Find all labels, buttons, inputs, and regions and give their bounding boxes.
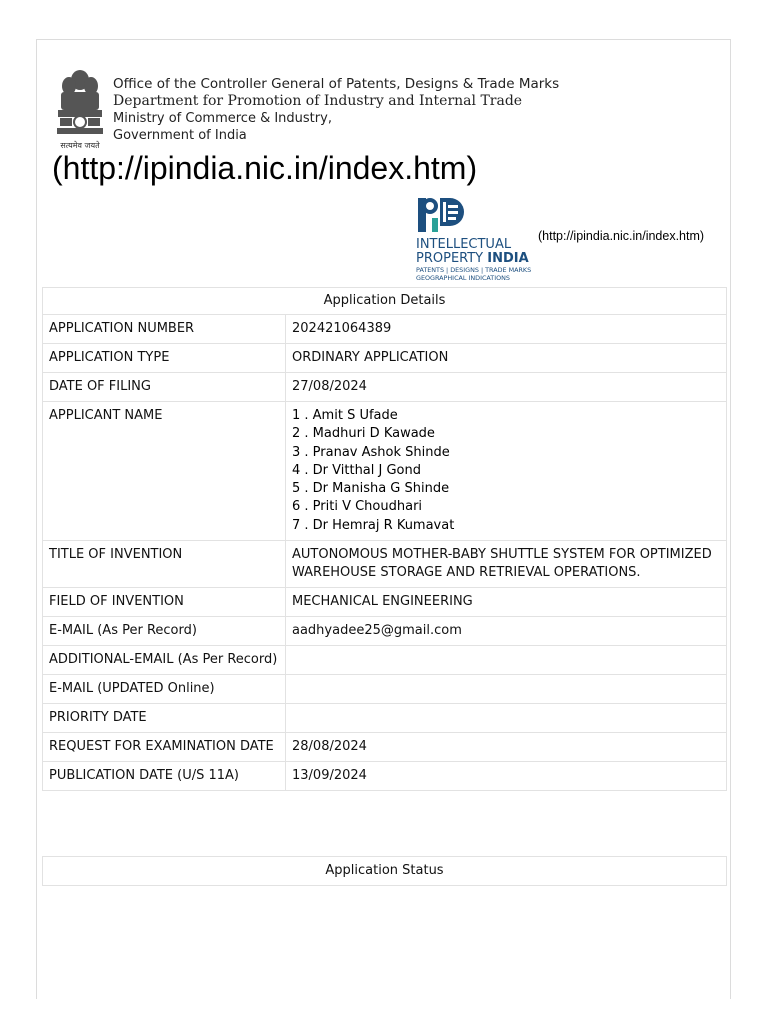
email-value: aadhyadee25@gmail.com bbox=[286, 617, 727, 646]
exam-request-date-label: REQUEST FOR EXAMINATION DATE bbox=[43, 733, 286, 762]
header-office-name: Office of the Controller General of Patents, Designs & Trade Marks bbox=[113, 76, 560, 92]
logo-line4: GEOGRAPHICAL INDICATIONS bbox=[416, 274, 510, 282]
application-type-label: APPLICATION TYPE bbox=[43, 344, 286, 373]
email-updated-label: E-MAIL (UPDATED Online) bbox=[43, 675, 286, 704]
table-row bbox=[43, 344, 727, 373]
emblem-motto: सत्यमेव जयते bbox=[60, 141, 100, 150]
table-row bbox=[43, 402, 727, 541]
ipindia-home-link[interactable]: (http://ipindia.nic.in/index.htm) bbox=[52, 150, 478, 186]
logo-line2a: PROPERTY bbox=[416, 251, 484, 266]
applicant-item: 4 . Dr Vitthal J Gond bbox=[292, 462, 422, 478]
applicant-item: 3 . Pranav Ashok Shinde bbox=[292, 444, 450, 460]
publication-date-value: 13/09/2024 bbox=[286, 762, 727, 791]
ipindia-logo-link[interactable]: (http://ipindia.nic.in/index.htm) bbox=[538, 229, 705, 243]
svg-text:PROPERTY INDIA bbox=[416, 251, 529, 266]
table-row bbox=[43, 373, 727, 402]
application-status-table bbox=[42, 856, 727, 886]
exam-request-date-value: 28/08/2024 bbox=[286, 733, 727, 762]
ip-india-logo-icon[interactable] bbox=[414, 196, 540, 286]
table-row bbox=[43, 541, 727, 588]
table-row bbox=[43, 704, 727, 733]
table-row bbox=[43, 617, 727, 646]
application-details-title: Application Details bbox=[43, 288, 727, 315]
additional-email-value bbox=[286, 646, 727, 675]
application-number-value: 202421064389 bbox=[286, 315, 727, 344]
applicant-item: 5 . Dr Manisha G Shinde bbox=[292, 481, 450, 497]
additional-email-label: ADDITIONAL-EMAIL (As Per Record) bbox=[43, 646, 286, 675]
header-ministry: Ministry of Commerce & Industry, bbox=[113, 111, 332, 126]
field-of-invention-label: FIELD OF INVENTION bbox=[43, 588, 286, 617]
priority-date-label: PRIORITY DATE bbox=[43, 704, 286, 733]
applicant-list bbox=[286, 402, 727, 541]
applicant-item: 2 . Madhuri D Kawade bbox=[292, 426, 435, 442]
logo-line2b: INDIA bbox=[487, 251, 529, 266]
date-of-filing-label: DATE OF FILING bbox=[43, 373, 286, 402]
applicant-item: 7 . Dr Hemraj R Kumavat bbox=[292, 517, 455, 533]
field-of-invention-value: MECHANICAL ENGINEERING bbox=[286, 588, 727, 617]
header-government: Government of India bbox=[113, 128, 247, 143]
table-row bbox=[43, 733, 727, 762]
logo-line3: PATENTS | DESIGNS | TRADE MARKS bbox=[416, 266, 532, 274]
table-row bbox=[43, 315, 727, 344]
table-row bbox=[43, 588, 727, 617]
date-of-filing-value: 27/08/2024 bbox=[286, 373, 727, 402]
application-status-title: Application Status bbox=[43, 857, 727, 886]
logo-line1: INTELLECTUAL bbox=[416, 237, 512, 252]
email-updated-value bbox=[286, 675, 727, 704]
publication-date-label: PUBLICATION DATE (U/S 11A) bbox=[43, 762, 286, 791]
table-row bbox=[43, 646, 727, 675]
priority-date-value bbox=[286, 704, 727, 733]
application-number-label: APPLICATION NUMBER bbox=[43, 315, 286, 344]
office-header bbox=[113, 76, 559, 144]
title-of-invention-label: TITLE OF INVENTION bbox=[43, 541, 286, 588]
email-label: E-MAIL (As Per Record) bbox=[43, 617, 286, 646]
table-row bbox=[43, 675, 727, 704]
applicant-item: 1 . Amit S Ufade bbox=[292, 408, 398, 423]
header-department: Department for Promotion of Industry and Internal Trade bbox=[113, 93, 523, 109]
application-details-table bbox=[42, 287, 727, 791]
application-type-value: ORDINARY APPLICATION bbox=[286, 344, 727, 373]
applicant-name-label: APPLICANT NAME bbox=[43, 402, 286, 541]
national-emblem-icon bbox=[52, 66, 108, 152]
table-row bbox=[43, 762, 727, 791]
applicant-item: 6 . Priti V Choudhari bbox=[292, 499, 423, 515]
title-of-invention-value: AUTONOMOUS MOTHER-BABY SHUTTLE SYSTEM FOR OPTIMIZED WAREHOUSE STORAGE AND RETRIEVAL OPERATIONS. bbox=[286, 541, 727, 588]
